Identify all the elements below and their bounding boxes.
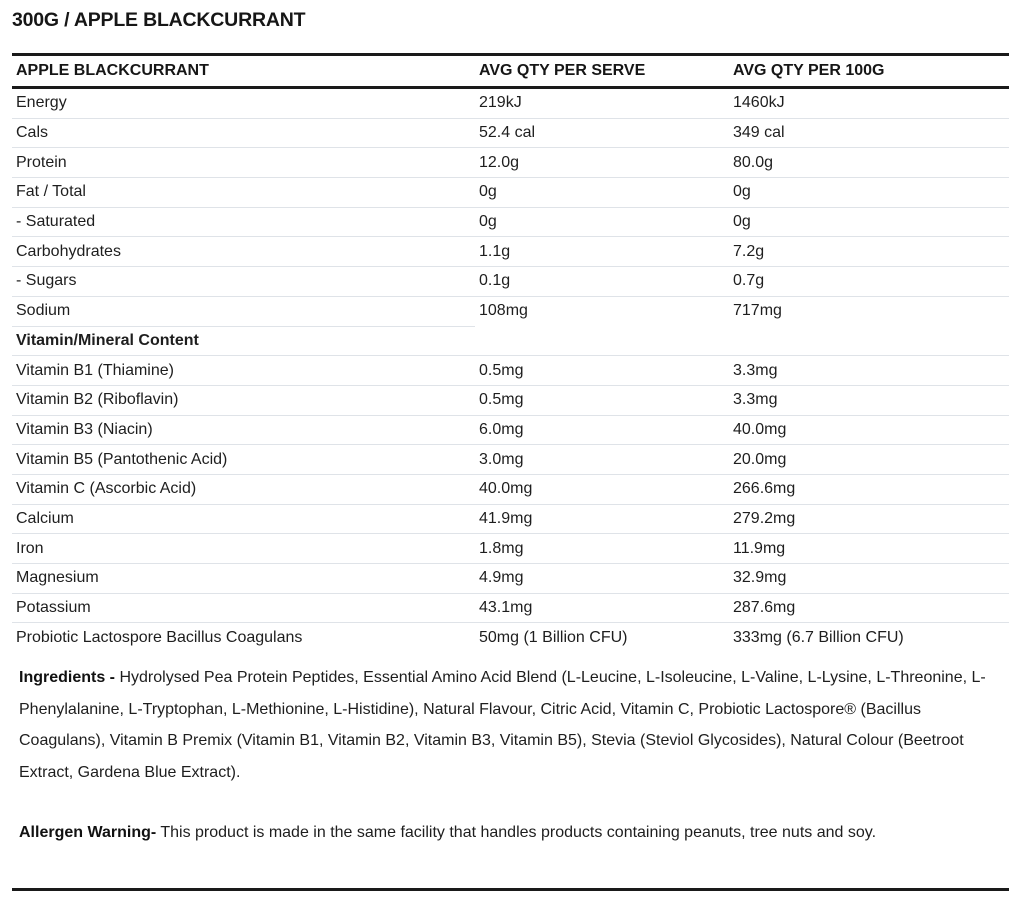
- per-100g-value: 0.7g: [729, 267, 1009, 297]
- table-row: [12, 356, 1009, 386]
- per-100g-value: 279.2mg: [729, 504, 1009, 534]
- nutrient-label: Sodium: [12, 296, 475, 326]
- per-100g-value: 1460kJ: [729, 88, 1009, 119]
- per-100g-value: 3.3mg: [729, 356, 1009, 386]
- allergen-warning: [19, 817, 999, 849]
- per-100g-value: 40.0mg: [729, 415, 1009, 445]
- nutrient-label: - Sugars: [12, 267, 475, 297]
- per-100g-value: 3.3mg: [729, 385, 1009, 415]
- table-row: [12, 415, 1009, 445]
- per-serve-value: 3.0mg: [475, 445, 729, 475]
- per-serve-value: 219kJ: [475, 88, 729, 119]
- per-100g-value: 333mg (6.7 Billion CFU): [733, 628, 904, 646]
- per-100g-value: 717mg: [729, 296, 1009, 355]
- per-serve-value: 52.4 cal: [475, 118, 729, 148]
- per-serve-value: 50mg (1 Billion CFU): [479, 628, 628, 646]
- per-serve-value: 1.1g: [475, 237, 729, 267]
- per-100g-value: 7.2g: [729, 237, 1009, 267]
- table-row: [12, 148, 1009, 178]
- per-100g-value: 11.9mg: [729, 534, 1009, 564]
- table-row: [12, 88, 1009, 119]
- table-row: [12, 593, 1009, 623]
- nutrient-label: Carbohydrates: [12, 237, 475, 267]
- per-serve-value: 12.0g: [475, 148, 729, 178]
- per-100g-value: 0g: [729, 207, 1009, 237]
- nutrient-label: Cals: [12, 118, 475, 148]
- nutrition-table: [12, 53, 1009, 652]
- table-row: [12, 534, 1009, 564]
- ingredients-label: Ingredients -: [19, 669, 120, 686]
- nutrient-label: Probiotic Lactospore Bacillus Coagulans: [16, 628, 303, 646]
- bottom-divider: [12, 888, 1009, 891]
- per-serve-value: 0.5mg: [475, 356, 729, 386]
- column-header-per-100g: AVG QTY PER 100G: [729, 55, 1009, 88]
- column-header-product: APPLE BLACKCURRANT: [12, 55, 475, 88]
- table-row: [12, 267, 1009, 297]
- nutrient-label: Protein: [12, 148, 475, 178]
- nutrient-label: Vitamin B5 (Pantothenic Acid): [12, 445, 475, 475]
- per-100g-value: 266.6mg: [729, 474, 1009, 504]
- table-row: [12, 118, 1009, 148]
- nutrient-label: Energy: [12, 88, 475, 119]
- per-serve-value: 108mg: [475, 296, 729, 355]
- nutrient-label: Magnesium: [12, 564, 475, 594]
- table-row: [12, 237, 1009, 267]
- per-100g-value: 20.0mg: [729, 445, 1009, 475]
- section-heading: Vitamin/Mineral Content: [12, 326, 475, 356]
- per-100g-value: 349 cal: [729, 118, 1009, 148]
- per-serve-value: 4.9mg: [475, 564, 729, 594]
- ingredients-text: [19, 662, 999, 788]
- nutrient-label: Calcium: [12, 504, 475, 534]
- nutrient-label: Potassium: [12, 593, 475, 623]
- per-serve-value: 1.8mg: [475, 534, 729, 564]
- nutrient-label: Fat / Total: [12, 178, 475, 208]
- page-title: 300G / APPLE BLACKCURRANT: [12, 9, 306, 31]
- table-header-row: [12, 55, 1009, 88]
- per-100g-value: 80.0g: [729, 148, 1009, 178]
- table-row: [12, 623, 1009, 652]
- per-serve-value: 0g: [475, 178, 729, 208]
- table-row: [12, 385, 1009, 415]
- per-100g-value: 287.6mg: [729, 593, 1009, 623]
- table-row: [12, 178, 1009, 208]
- table-row: [12, 504, 1009, 534]
- per-serve-value: 0.1g: [475, 267, 729, 297]
- table-row: [12, 474, 1009, 504]
- table-row: [12, 445, 1009, 475]
- allergen-label: Allergen Warning-: [19, 824, 157, 841]
- per-serve-value: 43.1mg: [475, 593, 729, 623]
- column-header-per-serve: AVG QTY PER SERVE: [475, 55, 729, 88]
- allergen-text: This product is made in the same facility that handles products containing peanuts, tree nuts and soy.: [156, 824, 877, 841]
- ingredients-list: Hydrolysed Pea Protein Peptides, Essential Amino Acid Blend (L-Leucine, L-Isoleucine, L-Valine, L-Lysine, L-Threonine, L-Phenylalanine, L-Tryptophan, L-Methionine, L-Histidine), Natural Flavour, Citric Acid, Vitamin C, Probiotic Lactospore® (Bacillus Coagulans), Vitamin B Premix (Vitamin B1, Vitamin B2, Vitamin B3, Vitamin B5), Stevia (Steviol Glycosides), Natural Colour (Beetroot Extract, Gardena Blue Extract).: [19, 669, 986, 781]
- per-100g-value: 0g: [729, 178, 1009, 208]
- per-100g-value: 32.9mg: [729, 564, 1009, 594]
- nutrient-label: Vitamin B3 (Niacin): [12, 415, 475, 445]
- per-serve-value: 6.0mg: [475, 415, 729, 445]
- per-serve-value: 0g: [475, 207, 729, 237]
- nutrient-label: Vitamin B1 (Thiamine): [12, 356, 475, 386]
- nutrient-label: - Saturated: [12, 207, 475, 237]
- nutrient-label: Iron: [12, 534, 475, 564]
- table-row: [12, 296, 1009, 326]
- nutrient-label: Vitamin C (Ascorbic Acid): [12, 474, 475, 504]
- per-serve-value: 41.9mg: [475, 504, 729, 534]
- per-serve-value: 40.0mg: [475, 474, 729, 504]
- table-row: [12, 564, 1009, 594]
- per-serve-value: 0.5mg: [475, 385, 729, 415]
- nutrient-label: Vitamin B2 (Riboflavin): [12, 385, 475, 415]
- table-row: [12, 207, 1009, 237]
